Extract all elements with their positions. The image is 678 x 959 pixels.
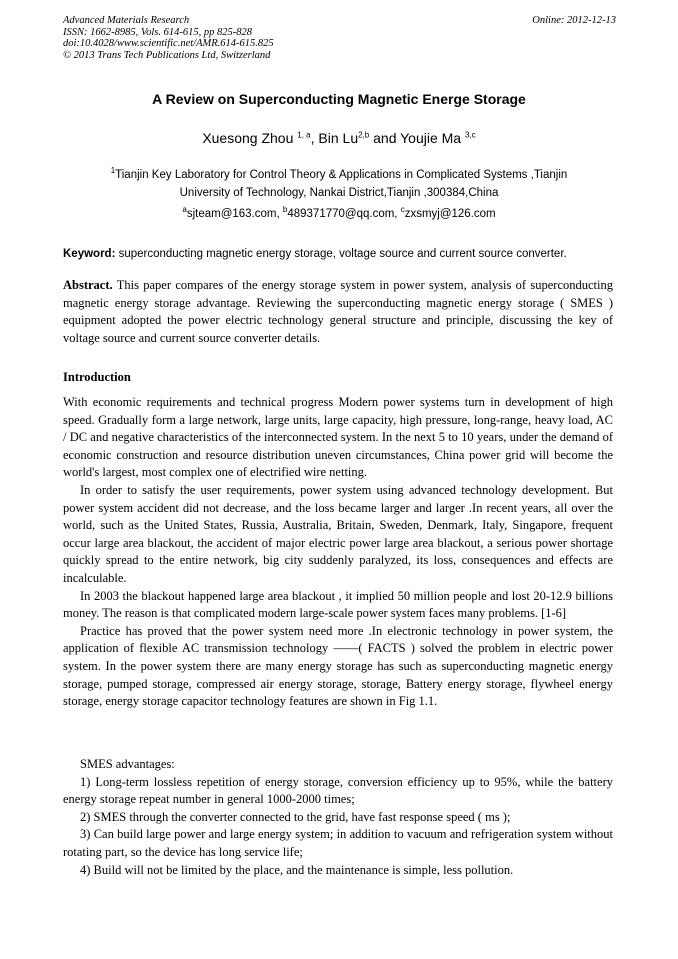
email-address: zxsmyj@126.com: [404, 208, 496, 220]
paragraph: Practice has proved that the power system need more .In electronic technology in power system, the application of flexible AC transmission technology ——( FACTS ) solved the problem in electric power system. In the power system there are many energy storage has such as superconducting magnetic energy storage, pumped storage, compressed air energy storage, storage, Battery energy storage, flywheel energy storage, energy storage capacitor technology features are shown in Fig 1.1.: [63, 623, 613, 709]
smes-advantages: [63, 756, 613, 879]
issn-line: ISSN: 1662-8985, Vols. 614-615, pp 825-828: [63, 26, 252, 38]
keywords: [63, 248, 623, 260]
author-sup: 2,b: [358, 130, 370, 140]
email-sup: b: [282, 205, 288, 215]
author-sup: 1, a: [297, 130, 311, 140]
author-name: Bin Lu: [318, 130, 359, 146]
copyright-line: © 2013 Trans Tech Publications Ltd, Switzerland: [63, 49, 271, 61]
paragraph: With economic requirements and technical progress Modern power systems turn in development of high speed. Gradually form a large network, large units, large capacity, high pressure, long-range, heavy load, AC / DC and negative characteristics of the interconnected system. In the next 5 to 10 years, under the demand of economic construction and resource distribution uneven circumstances, China power grid will become the world's largest, most complex one of electrified wire netting.: [63, 395, 613, 480]
email-address: 489371770@qq.com,: [287, 208, 401, 220]
advantage-item: 2) SMES through the converter connected to the grid, have fast response speed ( ms );: [80, 809, 511, 824]
journal-header: [63, 15, 616, 61]
author-name: Youjie Ma: [400, 130, 462, 146]
author-separator: and: [369, 130, 401, 146]
abstract-text: This paper compares of the energy storage system in power system, analysis of superconducting magnetic energy storage advantage. Reviewing the superconducting magnetic energy storage ( SMES ) equipment adopted the power electric technology general structure and principle, discussing the key of voltage source and current source converter details.: [63, 278, 613, 345]
keyword-label: Keyword:: [63, 248, 116, 260]
paragraph: In 2003 the blackout happened large area blackout , it implied 50 million people and lost 20-12.9 billions money. The reason is that complicated modern large-scale power system faces many problems. [1-6]: [63, 588, 613, 621]
email-sup: a: [182, 205, 187, 215]
advantage-item: 1) Long-term lossless repetition of energy storage, conversion efficiency up to 95%, while the battery energy storage repeat number in general 1000-2000 times;: [63, 774, 613, 807]
online-date: Online: 2012-12-13: [532, 15, 616, 26]
affiliation-line: $^1$Tianjin Key Laboratory for Control Theory & Applications in Complicated Systems ,Tianjin: [110, 166, 568, 181]
abstract-label: Abstract.: [63, 278, 113, 292]
doi-line: doi:10.4028/www.scientific.net/AMR.614-615.825: [63, 38, 274, 49]
advantage-item: 3) Can build large power and large energy system; in addition to vacuum and refrigeration system without rotating part, so the device has long service life;: [63, 827, 613, 859]
affiliation-sup: 1: [110, 166, 116, 176]
email-sup: c: [400, 205, 405, 215]
paper-title: A Review on Superconducting Magnetic Energe Storage: [152, 91, 526, 107]
advantage-item: 4) Build will not be limited by the place, and the maintenance is simple, less pollution.: [80, 862, 514, 877]
abstract: [63, 277, 613, 347]
advantages-heading: SMES advantages:: [80, 757, 175, 771]
author-list: [0, 130, 678, 146]
author-sup: 3,c: [465, 130, 476, 140]
section-heading: Introduction: [63, 370, 131, 384]
journal-name: Advanced Materials Research: [63, 15, 190, 26]
keyword-text: superconducting magnetic energy storage, voltage source and current source converter.: [115, 248, 567, 260]
email-list: [0, 205, 678, 220]
author-name: Xuesong Zhou: [202, 130, 294, 146]
paragraph: In order to satisfy the user requirements, power system using advanced technology development. But power system accident did not decrease, and the loss became larger and larger .In recent years, all over the world, such as the United States, Russia, Australia, Britain, Sweden, Denmark, Italy, Singapore, frequent occur large area blackout, the accident of major electric power large area blackout, a serious power shortage quickly spread to the entire network, big city suddenly paralyzed, its loss, consequences and effects are incalculable.: [63, 482, 613, 585]
author-separator: ,: [310, 130, 319, 146]
introduction-body: [63, 394, 613, 711]
affiliation: [75, 166, 603, 202]
email-address: sjteam@163.com,: [186, 208, 283, 220]
affiliation-line: University of Technology, Nankai District,Tianjin ,300384,China: [179, 187, 499, 199]
